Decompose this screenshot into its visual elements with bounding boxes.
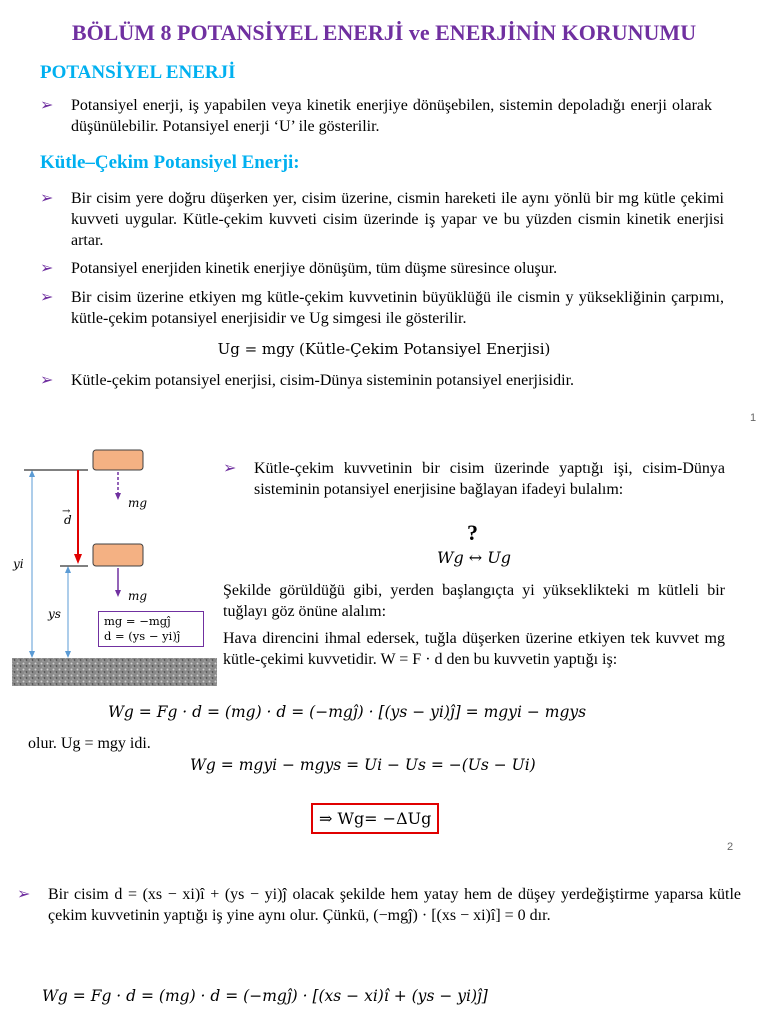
paragraph-text: Hava direncini ihmal edersek, tuğla düşerken üzerine etkiyen tek kuvvet mg kütle-çekimi kuvvetidir. W = F · d den bu kuvvetin yaptığı iş: bbox=[223, 630, 725, 668]
work-equation: Wg = mgyi − mgys = Ui − Us = −(Us − Ui) bbox=[190, 756, 536, 774]
ground bbox=[12, 658, 217, 686]
bullet-arrow-icon: ➢ bbox=[17, 886, 31, 903]
page-number: 2 bbox=[727, 841, 734, 853]
bullet-item bbox=[40, 370, 724, 391]
bullet-item bbox=[40, 258, 724, 279]
bullet-text: Bir cisim yere doğru düşerken yer, cisim üzerine, cismin hareketi ile aynı yönlü bir mg kütle çekimi kuvveti uygular. Kütle-çekim kuvveti cisim üzerinde iş yapar ve bu yüzden cismin kinetik enerjisi artar. bbox=[71, 190, 724, 249]
potential-energy-equation: Ug = mgy (Kütle-Çekim Potansiyel Enerjisi) bbox=[217, 340, 551, 358]
bullet-arrow-icon: ➢ bbox=[223, 460, 237, 477]
bullet-text: Bir cisim d = (xs − xi)î + (ys − yi)ĵ olacak şekilde hem yatay hem de düşey yerdeğiştirme yaparsa kütle çekim kuvvetinin yaptığı iş yine aynı olur. Çünkü, (−mgĵ) · [(xs − xi)î] = 0 dır. bbox=[48, 886, 741, 924]
paragraph-text: olur. Ug = mgy idi. bbox=[28, 735, 151, 752]
d-label: d bbox=[64, 513, 72, 527]
result-formula: ⇒ Wg= −ΔUg bbox=[311, 803, 439, 834]
yi-label: yi bbox=[13, 557, 24, 571]
bullet-arrow-icon: ➢ bbox=[40, 372, 54, 389]
vector-definition-box bbox=[98, 611, 204, 647]
bullet-item bbox=[40, 188, 724, 251]
mg-label: mg bbox=[128, 496, 148, 510]
vector-mg-definition: mg = −mgĵ bbox=[104, 614, 171, 628]
paragraph-text: Şekilde görüldüğü gibi, yerden başlangıçta yi yükseklikteki m kütleli bir tuğlayı göz önüne alalım: bbox=[223, 582, 725, 620]
section-heading-kutle-cekim: Kütle–Çekim Potansiyel Enerji: bbox=[40, 152, 300, 173]
bullet-text: Potansiyel enerji, iş yapabilen veya kinetik enerjiye dönüşebilen, sistemin depoladığı enerji olarak düşünülebilir. Potansiyel enerji ‘U’ ile gösterilir. bbox=[71, 97, 712, 135]
bullet-item bbox=[40, 287, 724, 329]
work-equation: Wg = Fg · d = (mg) · d = (−mgĵ) · [(xs − xi)î + (ys − yi)ĵ] bbox=[42, 987, 488, 1005]
bullet-item bbox=[40, 95, 712, 137]
falling-brick-diagram bbox=[10, 440, 220, 690]
brick-final bbox=[93, 544, 143, 566]
ys-label: ys bbox=[48, 607, 61, 621]
work-energy-relation: Wg ↔ Ug bbox=[437, 548, 511, 567]
brick-initial bbox=[93, 450, 143, 470]
work-equation: Wg = Fg · d = (mg) · d = (−mgĵ) · [(ys − yi)ĵ] = mgyi − mgys bbox=[108, 703, 587, 721]
svg-text:→: → bbox=[62, 506, 71, 517]
bullet-arrow-icon: ➢ bbox=[40, 97, 54, 114]
question-mark: ? bbox=[467, 520, 478, 545]
page-title: BÖLÜM 8 POTANSİYEL ENERJİ ve ENERJİNİN KORUNUMU bbox=[71, 20, 697, 45]
bullet-item bbox=[223, 458, 725, 500]
section-heading-potansiyel-enerji: POTANSİYEL ENERJİ bbox=[40, 62, 236, 83]
bullet-text: Bir cisim üzerine etkiyen mg kütle-çekim kuvvetinin büyüklüğü ile cismin y yüksekliğinin çarpımı, kütle-çekim potansiyel enerjisidir ve Ug simgesi ile gösterilir. bbox=[71, 289, 724, 327]
bullet-item bbox=[17, 884, 741, 926]
bullet-arrow-icon: ➢ bbox=[40, 260, 54, 277]
bullet-arrow-icon: ➢ bbox=[40, 190, 54, 207]
bullet-text: Potansiyel enerjiden kinetik enerjiye dönüşüm, tüm düşme süresince oluşur. bbox=[71, 260, 558, 277]
vector-d-definition: d = (ys − yi)ĵ bbox=[104, 629, 181, 643]
bullet-text: Kütle-çekim kuvvetinin bir cisim üzerinde yaptığı işi, cisim-Dünya sisteminin potansiyel enerjisine bağlayan ifadeyi bulalım: bbox=[254, 460, 725, 498]
bullet-text: Kütle-çekim potansiyel enerjisi, cisim-Dünya sisteminin potansiyel enerjisidir. bbox=[71, 372, 575, 389]
mg-label: mg bbox=[128, 589, 148, 603]
bullet-arrow-icon: ➢ bbox=[40, 289, 54, 306]
page-number: 1 bbox=[750, 412, 757, 424]
